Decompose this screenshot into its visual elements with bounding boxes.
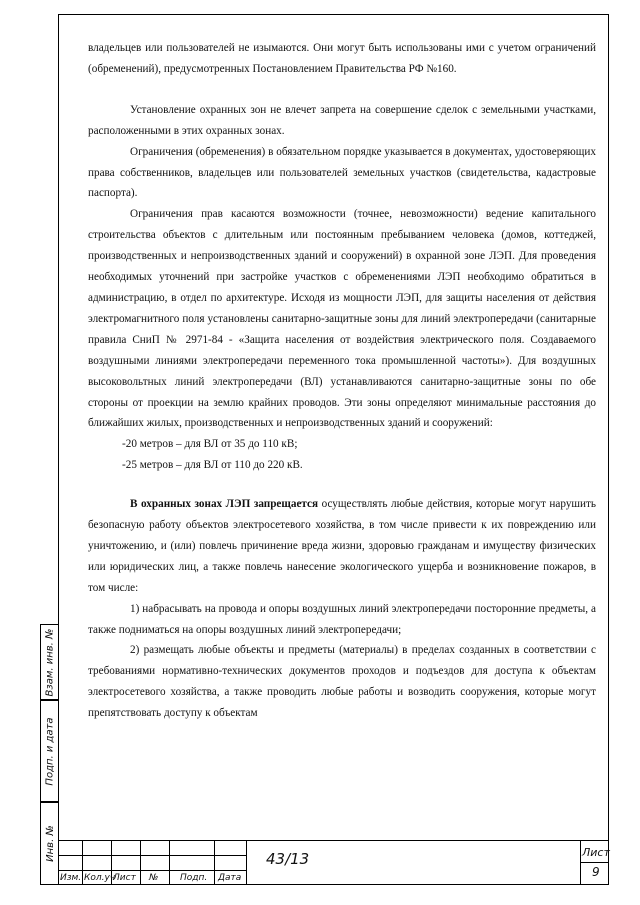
stamp-sheet-divider (580, 862, 609, 863)
paragraph: владельцев или пользователей не изымаются. Они могут быть использованы ими с учетом ограничений (обременений), предусмотренных Постановлением Правительства РФ №160. (88, 42, 596, 75)
paragraph: Ограничения (обременения) в обязательном порядке указывается в документах, удостоверяющих права собственников, владельцев или пользователей земельных участков (свидетельства, кадастровые паспорта). (88, 145, 596, 200)
side-column-podp (40, 700, 58, 802)
stamp-col-izm: Изм. (60, 873, 82, 883)
stamp-col-line (580, 840, 581, 885)
sheet-label: Лист (582, 846, 610, 859)
stamp-row-line (58, 855, 246, 856)
side-label-inv: Инв. № (44, 825, 56, 862)
paragraph: 1) набрасывать на провода и опоры воздушных линий электропередачи посторонние предметы, а также подниматься на опоры воздушных линий электропередачи; (88, 602, 596, 636)
list-item: -25 метров – для ВЛ от 110 до 220 кВ. (122, 459, 303, 472)
side-column-inv (40, 802, 58, 885)
list-item: -20 метров – для ВЛ от 35 до 110 кВ; (122, 438, 298, 451)
stamp-col-line (246, 840, 247, 885)
paragraph: Установление охранных зон не влечет запрета на совершение сделок с земельными участками, расположенными в этих охранных зонах. (88, 103, 596, 137)
stamp-row-line (58, 870, 246, 871)
paragraph: 2) размещать любые объекты и предметы (материалы) в пределах созданных в соответствии с требованиями нормативно-технических документов проходов и подъездов для доступа к объектам электросетевого хозяйства, а также проводить любые работы и возводить сооружения, которые могут препятствовать доступу к объектам (88, 644, 596, 720)
document-body (88, 38, 596, 724)
paragraph (88, 494, 596, 599)
side-column-vzam (40, 624, 58, 700)
side-label-vzam: Взам. инв. № (44, 628, 56, 696)
bold-phrase: В охранных зонах ЛЭП запрещается (130, 498, 319, 511)
stamp-col-kol: Кол.уч (84, 873, 116, 883)
stamp-col-line (214, 840, 215, 885)
paragraph-text: осуществлять любые действия, которые могут нарушить безопасную работу объектов электросетевого хозяйства, в том числе привести к их повреждению или уничтожению, и (или) повлечь причинение вреда жизни, здоровью гражданам и имуществу физических или юридических лиц, а также повлечь нанесение экологического ущерба и возникновение пожаров, в том числе: (88, 498, 597, 594)
document-number: 43/13 (266, 850, 310, 868)
stamp-col-line (169, 840, 170, 885)
stamp-col-data: Дата (218, 873, 242, 883)
stamp-col-line (82, 840, 83, 885)
stamp-col-podp: Подп. (180, 873, 208, 883)
stamp-col-list: Лист (113, 873, 136, 883)
stamp-col-line (140, 840, 141, 885)
side-label-podp: Подп. и дата (44, 716, 56, 786)
paragraph: Ограничения прав касаются возможности (точнее, невозможности) ведение капитального строительства объектов с длительным или постоянным пребыванием человека (домов, коттеджей, производственных и непроизводственных зданий и сооружений) в охранной зоне ЛЭП. Для проведения необходимых уточнений при застройке участков с обременениями ЛЭП необходимо обратиться в администрацию, в отдел по архитектуре. Исходя из мощности ЛЭП, для защиты населения от действия электромагнитного поля установлены санитарно-защитные зоны для линий электропередачи (санитарные правила СниП № 2971-84 - «Защита населения от воздействия электрического поля. Создаваемого воздушными линиями электропередачи переменного тока промышленной частоты»). Для воздушных высоковольтных линий электропередачи (ВЛ) устанавливаются санитарно-защитные зоны по обе стороны от проекции на землю крайних проводов. Эти зоны определяют минимальные расстояния до ближайших жилых, производственных и непроизводственных зданий и сооружений: (88, 208, 596, 430)
sheet-number: 9 (592, 865, 600, 879)
stamp-col-no: № (149, 873, 159, 883)
